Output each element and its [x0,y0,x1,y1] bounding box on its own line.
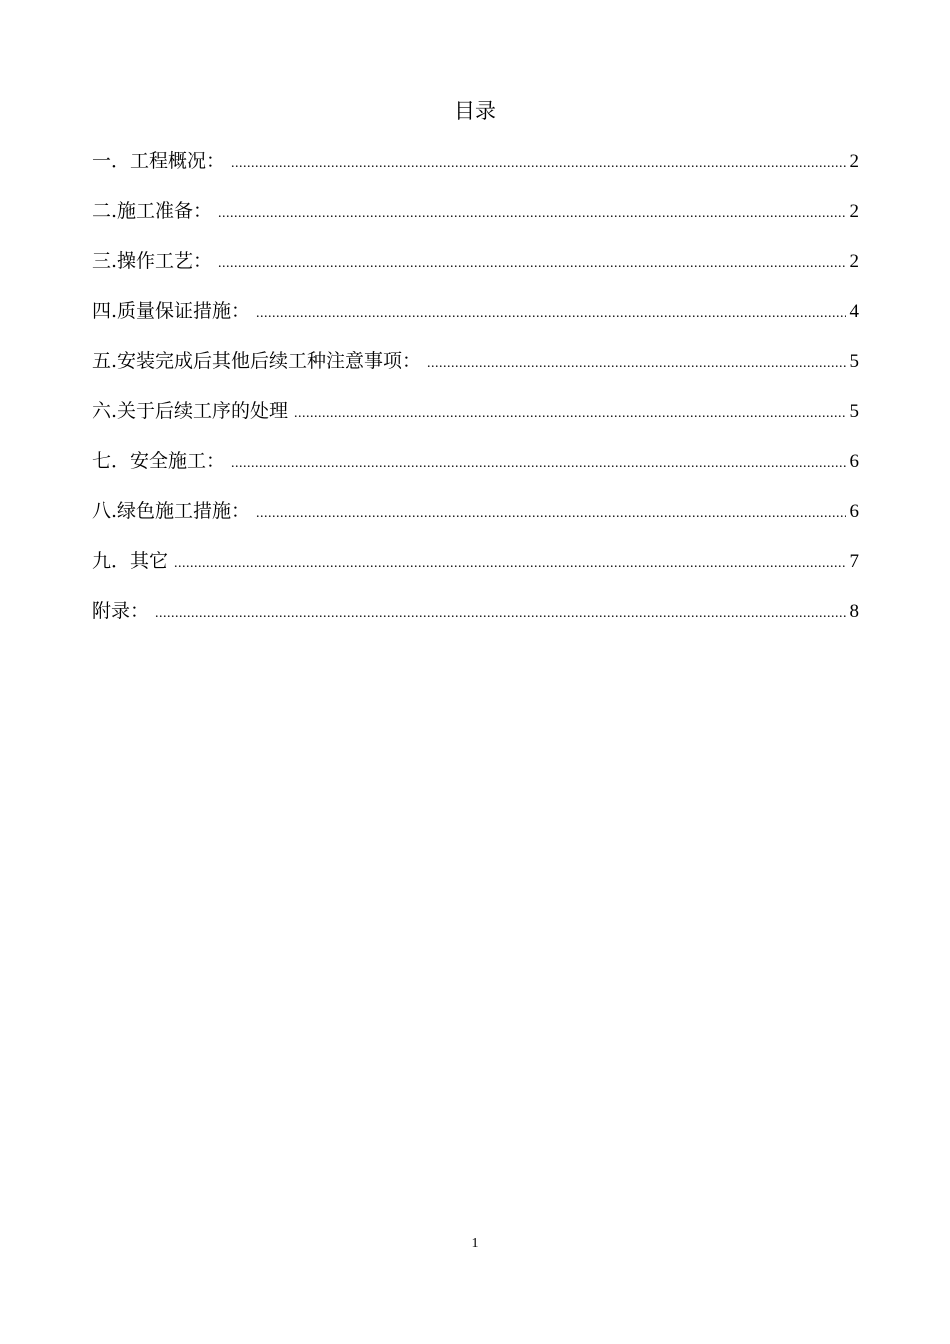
page-number: 1 [471,1236,479,1251]
toc-entry-page: 2 [849,201,859,222]
toc-entry-label: 四.质量保证措施： [92,300,251,322]
toc-entry-page: 6 [849,451,859,472]
toc-entry[interactable] [92,546,859,596]
toc-dot-leader [218,249,845,279]
toc-entry-label: 七．安全施工： [92,450,226,472]
toc-entry-label: 六.关于后续工序的处理 [92,400,289,422]
toc-dot-leader [256,299,845,329]
toc-entry-page: 5 [849,351,859,372]
toc-entry[interactable] [92,446,859,496]
toc-entry-label: 八.绿色施工措施： [92,500,251,522]
toc-dot-leader [155,599,845,629]
toc-dot-leader [427,349,845,379]
toc-entry-page: 2 [849,251,859,272]
toc-entry[interactable] [92,596,859,646]
toc-entry[interactable] [92,196,859,246]
table-of-contents [92,146,859,646]
toc-dot-leader [294,399,845,429]
toc-entry-page: 2 [849,151,859,172]
toc-entry-page: 7 [849,551,859,572]
toc-entry-label: 五.安装完成后其他后续工种注意事项： [92,350,422,372]
toc-dot-leader [231,149,845,179]
toc-entry[interactable] [92,496,859,546]
toc-dot-leader [218,199,845,229]
toc-entry-page: 4 [849,301,859,322]
toc-entry-label: 附录： [92,600,150,622]
toc-entry-label: 一．工程概况： [92,150,226,172]
toc-entry[interactable] [92,346,859,396]
toc-entry[interactable] [92,246,859,296]
toc-entry-page: 5 [849,401,859,422]
toc-entry-label: 二.施工准备： [92,200,213,222]
toc-entry[interactable] [92,296,859,346]
toc-title: 目录 [454,99,496,123]
toc-entry-label: 三.操作工艺： [92,250,213,272]
toc-dot-leader [174,549,845,579]
toc-entry[interactable] [92,146,859,196]
toc-dot-leader [231,449,845,479]
toc-entry-page: 6 [849,501,859,522]
toc-entry[interactable] [92,396,859,446]
toc-dot-leader [256,499,845,529]
toc-entry-page: 8 [849,601,859,622]
toc-entry-label: 九．其它 [92,550,169,572]
